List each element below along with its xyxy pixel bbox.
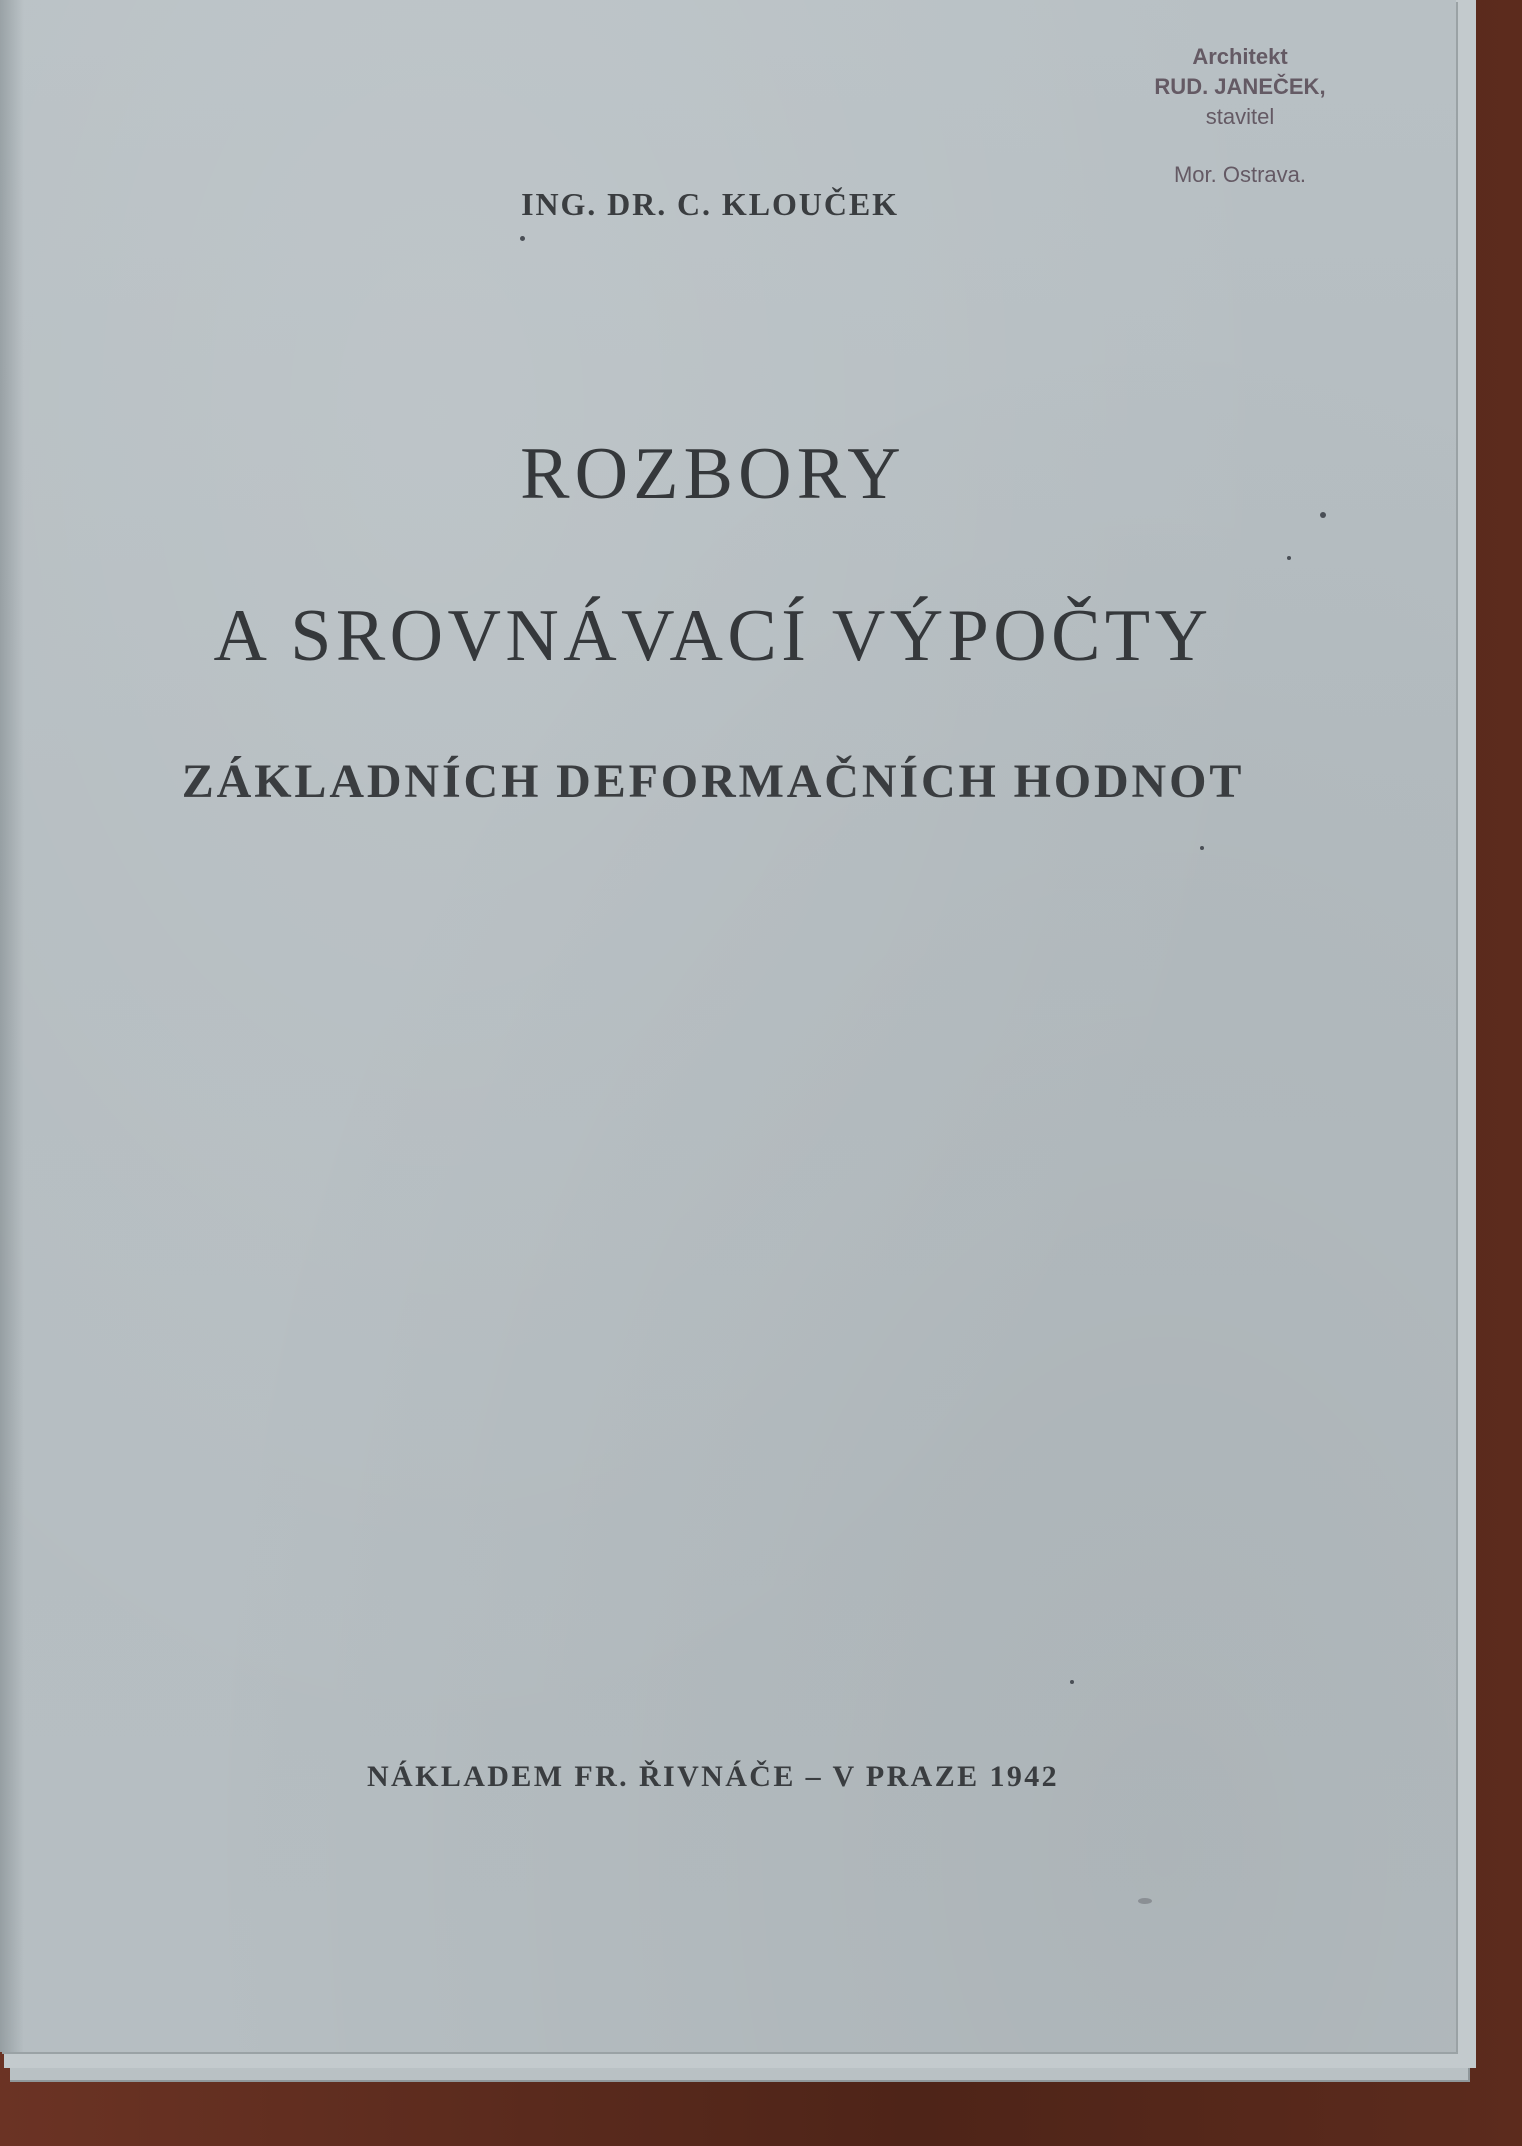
title-line-1: ROZBORY (520, 433, 906, 515)
subtitle: ZÁKLADNÍCH DEFORMAČNÍCH HODNOT (181, 755, 1245, 808)
paper-speck (520, 236, 525, 241)
stamp-line-name: RUD. JANEČEK, (1154, 74, 1326, 99)
paper-speck (1287, 556, 1291, 560)
stamp-line-city: Mor. Ostrava. (1173, 162, 1307, 187)
paper-mark (1138, 1898, 1152, 1904)
paper-speck (1200, 846, 1204, 850)
stamp-line-profession: stavitel (1205, 104, 1275, 129)
ownership-stamp (1130, 42, 1350, 190)
stamp-line-title: Architekt (1192, 44, 1288, 69)
author-name: ING. DR. C. KLOUČEK (521, 186, 899, 222)
publisher-imprint: NÁKLADEM FR. ŘIVNÁČE – V PRAZE 1942 (366, 1760, 1060, 1793)
paper-speck (1320, 512, 1326, 518)
paper-speck (1070, 1680, 1074, 1684)
cover-spine-shadow (0, 0, 24, 2052)
title-line-2: A SROVNÁVACÍ VÝPOČTY (213, 595, 1213, 677)
